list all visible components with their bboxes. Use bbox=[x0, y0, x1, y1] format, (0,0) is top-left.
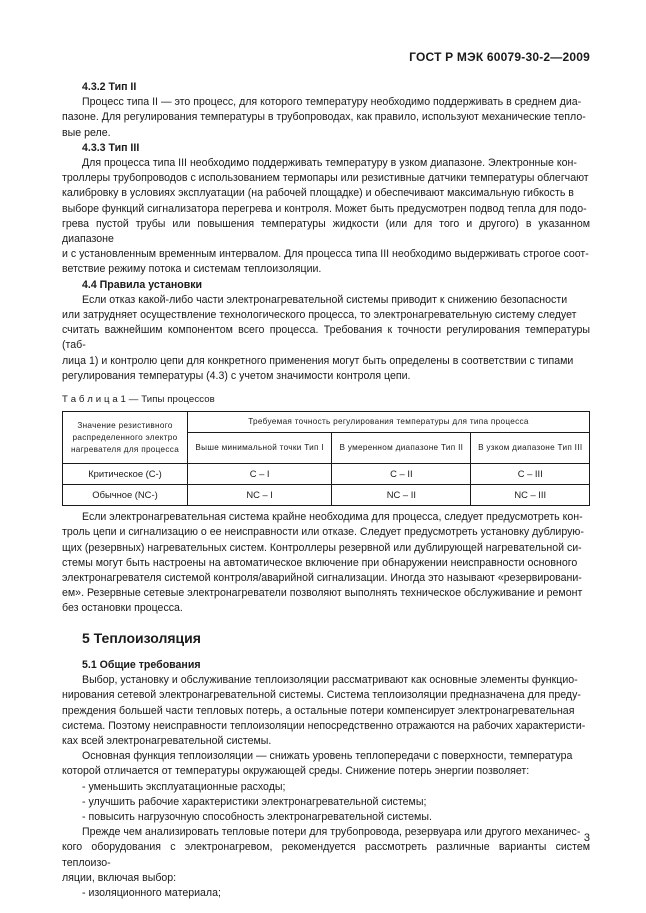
text-line: кого оборудования с электронагревом, рекомендуется рассмотреть различные варианты систем теплоизо- bbox=[62, 841, 590, 869]
page-content bbox=[62, 80, 590, 901]
table-cell: С – I bbox=[188, 464, 332, 485]
text-line: система. Поэтому неисправности теплоизоляции непосредственно отражаются на рабочих характеристи- bbox=[62, 719, 586, 732]
list-item: - уменьшить эксплуатационные расходы; bbox=[82, 780, 286, 793]
section-heading-4-4: 4.4 Правила установки bbox=[82, 278, 203, 291]
text-line: троль цепи и сигнализацию о ее неисправности или отказе. Следует предусмотреть установку дублирую- bbox=[62, 526, 584, 539]
text-line: лица 1) и контролю цепи для конкретного применения могут быть определены в соответствии с типами bbox=[62, 354, 574, 367]
table-col-header-type2: В умеренном диапазоне Тип II bbox=[332, 433, 471, 464]
text-line: ветствие режиму потока и системам теплоизоляции. bbox=[62, 263, 322, 276]
text-line: электронагревателя системой контроля/аварийной сигнализации. Иногда это называют «резервировани- bbox=[62, 572, 582, 585]
section-heading-5-1: 5.1 Общие требования bbox=[82, 658, 201, 671]
table-cell: С – II bbox=[332, 464, 471, 485]
table-corner-header: Значение резистивного распределенного электро нагревателя для процесса bbox=[63, 412, 188, 464]
text-line: калибровку в условиях эксплуатации (на рабочей площадке) и обеспечивают максимальную гибкость в bbox=[62, 187, 574, 200]
table-col-header-type1: Выше минимальной точки Тип I bbox=[188, 433, 332, 464]
text-line: и с установленным временным интервалом. Для процесса типа III необходимо выдерживать строгое соот- bbox=[62, 248, 589, 261]
text-line: без остановки процесса. bbox=[62, 602, 183, 615]
text-line: Для процесса типа III необходимо поддерживать температуру в узком диапазоне. Электронные кон- bbox=[82, 157, 577, 170]
table-col-header-type3: В узком диапазоне Тип III bbox=[471, 433, 590, 464]
text-line: Если электронагревательная система крайне необходима для процесса, следует предусмотреть кон- bbox=[82, 511, 583, 524]
text-line: преждения большей части тепловых потерь, а остальные потери компенсирует электронагревательная bbox=[62, 704, 575, 717]
text-line: Прежде чем анализировать тепловые потери для трубопровода, резервуара или другого механичес- bbox=[82, 826, 581, 839]
table-group-header: Требуемая точность регулирования температуры для типа процесса bbox=[188, 412, 590, 433]
text-line: троллеры трубопроводов с использованием термопары или резистивные датчики температуры облегчают bbox=[62, 172, 589, 185]
table-cell: NC – II bbox=[332, 485, 471, 506]
table-cell: NC – I bbox=[188, 485, 332, 506]
text-line: пазоне. Для регулирования температуры в трубопроводах, как правило, используют механические тепло- bbox=[62, 111, 586, 124]
text-line: ем». Резервные сетевые электронагреватели позволяют выполнять техническое обслуживание и ремонт bbox=[62, 587, 583, 600]
table-caption: Т а б л и ц а 1 — Типы процессов bbox=[62, 394, 215, 406]
text-line: Выбор, установку и обслуживание теплоизоляции рассматривают как основные элементы функцио- bbox=[82, 674, 578, 687]
text-line: нирования сетевой электронагревательной системы. Система теплоизоляции предназначена для преду- bbox=[62, 689, 581, 702]
text-line: вые реле. bbox=[62, 126, 111, 139]
standard-header: ГОСТ Р МЭК 60079-30-2—2009 bbox=[409, 50, 590, 64]
table-row-label-critical: Критическое (С-) bbox=[63, 464, 188, 485]
text-line: которой отличается от температуры окружающей среды. Снижение потерь энергии позволяет: bbox=[62, 765, 530, 778]
text-line: регулирования температуры (4.3) с учетом значимости контроля цепи. bbox=[62, 369, 411, 382]
text-line: Процесс типа II — это процесс, для которого температуру необходимо поддерживать в среднем диа- bbox=[82, 96, 582, 109]
table-cell: NC – III bbox=[471, 485, 590, 506]
text-line: Если отказ какой-либо части электронагревательной системы приводит к снижению безопасности bbox=[82, 293, 568, 306]
text-line: выборе функций сигнализатора перегрева и контроля. Может быть предусмотрен подвод тепла для подо- bbox=[62, 202, 587, 215]
text-line: ляции, включая выбор: bbox=[62, 871, 177, 884]
text-line: грева пустой трубы или повышения температуры жидкости (или для того и другого) в указанном диапазоне bbox=[62, 217, 590, 246]
section-heading-5: 5 Теплоизоляция bbox=[82, 629, 201, 646]
text-line: ках всей электронагревательной системы. bbox=[62, 734, 272, 747]
text-line: щих (резервных) нагревательных систем. Контроллеры резервной или дублирующей нагревательной си- bbox=[62, 541, 582, 554]
section-heading-4-3-3: 4.3.3 Тип III bbox=[82, 141, 140, 154]
text-line: Основная функция теплоизоляции — снижать уровень теплопередачи с поверхности, температура bbox=[82, 750, 573, 763]
section-heading-4-3-2: 4.3.2 Тип II bbox=[82, 81, 137, 93]
table-cell: С – III bbox=[471, 464, 590, 485]
text-line: считать важнейшим компонентом всего процесса. Требования к точности регулирования температуры (таб- bbox=[62, 324, 590, 352]
text-line: или затрудняет осуществление технологического процесса, то электронагревательную систему следует bbox=[62, 309, 577, 322]
text-line: стемы могут быть настроены на автоматическое включение при обнаружении неисправности основного bbox=[62, 556, 578, 569]
page-number: 3 bbox=[583, 832, 590, 844]
table-row-label-ordinary: Обычное (NC-) bbox=[63, 485, 188, 506]
list-item: - повысить нагрузочную способность электронагревательной системы. bbox=[82, 810, 432, 823]
list-item: - изоляционного материала; bbox=[82, 886, 221, 899]
process-types-table bbox=[62, 411, 590, 506]
list-item: - улучшить рабочие характеристики электронагревательной системы; bbox=[82, 795, 427, 808]
